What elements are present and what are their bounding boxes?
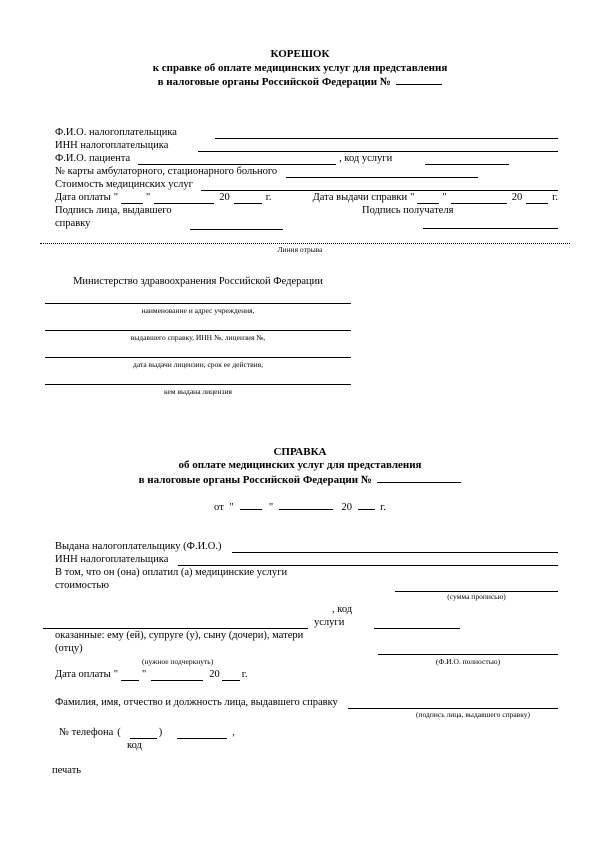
cert-rendered-line2: (отцу) [55,643,83,654]
cert-sign-caption-row [55,710,558,719]
stub-pay-year-suffix: г. [265,191,272,203]
stub-fio-taxpayer-row [55,126,558,139]
certificate-day-line [240,500,262,510]
stub-pay-month-line [154,192,214,204]
tear-off-label: Линия отрыва [277,244,323,254]
cert-pay-month-line [151,669,203,681]
certificate-subtitle-1: об оплате медицинских услуг для представления [178,459,422,471]
cert-sum-caption: (сумма прописью) [447,592,506,601]
cert-code-label: код [127,740,142,751]
paren-close: ) [158,727,163,738]
stub-dates-row [55,191,558,204]
cert-code-bottom: услуги [314,617,345,628]
stub-issuer-signature-block [55,204,305,230]
stub-inn-taxpayer-row [55,139,558,152]
paren-open: ( [117,727,121,738]
cert-code-short-line [374,617,460,629]
cert-sum-caption-row [55,592,558,601]
cert-cost-label: стоимостью [55,580,110,591]
tear-off-line [40,243,570,244]
certificate-subtitle-2-text: в налоговые органы Российской Федерации № [138,473,372,486]
license-date-caption: дата выдачи лицензии, срок ее действия, [45,357,351,369]
stub-pay-date-label: Дата оплаты [55,191,111,203]
cert-issuer-row [55,696,558,709]
ministry-title: Министерство здравоохранения Российской Федерации [73,275,323,287]
certificate-year-line [358,500,375,510]
certificate-form [52,540,558,777]
certificate-header [0,446,600,488]
stub-subtitle-2 [0,75,600,90]
stub-issue-year-line [526,192,548,204]
cert-pay-year-line [222,669,240,681]
quote-mark: " [268,502,274,513]
quote-mark: " [142,669,147,680]
cert-code-value-line [43,617,308,629]
cert-sum-line [395,580,558,592]
quote-mark: " [113,669,118,680]
cert-pay-year-prefix: 20 [209,669,220,680]
certificate-title: СПРАВКА [273,445,327,458]
quote-mark: " [410,191,415,203]
cert-issued-to-row [55,540,558,553]
cert-phone-code-line [130,727,157,739]
stub-cost-row [55,178,558,191]
cert-phone-label: № телефона [59,727,114,738]
stub-subtitle-2-text: в налоговые органы Российской Федерации № [157,76,391,88]
stub-fio-patient-line [138,153,336,165]
stub-issue-year-suffix: г. [552,191,558,203]
cert-inn-row [55,553,558,566]
certificate-month-line [279,500,333,510]
cert-code-row [43,616,558,629]
certificate-year-suffix: г. [380,502,386,513]
institution-name-caption: наименование и адрес учреждения, [45,303,351,315]
cert-inn-line [178,554,558,566]
certificate-date-row [0,500,600,514]
stub-card-line [286,166,478,178]
stub-form [55,126,558,230]
stub-pay-day-line [121,192,143,204]
stub-header [0,48,600,90]
stub-pay-year-prefix: 20 [219,191,230,203]
license-issuer-caption: кем выдана лицензия [45,384,351,396]
stub-fio-taxpayer-line [215,127,558,139]
certificate-year-prefix: 20 [341,502,352,513]
certificate-number-line [377,473,461,483]
institution-license-caption: выдавшего справку, ИНН №, лицензия №, [45,330,351,342]
ministry-block [45,275,351,396]
stub-cost-line [201,179,558,191]
cert-fio-line [378,643,558,655]
stub-recipient-sign-label: Подпись получателя [362,204,454,216]
stub-pay-year-line [234,192,262,204]
stub-issuer-sign-label-2: справку [55,217,91,229]
stub-issuer-sign-label-1: Подпись лица, выдавшего [55,204,172,216]
stub-card-label: № карты амбулаторного, стационарного больного [55,165,278,177]
stub-subtitle-1: к справке об оплате медицинских услуг для представления [152,61,448,74]
cert-issued-to-line [232,541,558,553]
cert-rendered-line1: оказанные: ему (ей), супруге (у), сыну (дочери), матери [55,630,304,641]
cert-cost-row [55,579,558,592]
cert-pay-date-label: Дата оплаты [55,669,111,680]
quote-mark: " [146,191,151,203]
cert-issuer-label: Фамилия, имя, отчество и должность лица, выдавшего справку [55,697,338,708]
certificate-from-label: от [214,502,224,513]
certificate-subtitle-2 [0,473,600,488]
stub-issue-date-label: Дата выдачи справки [312,191,408,203]
stub-card-row [55,165,558,178]
stub-signatures-row [55,204,558,230]
cert-phone-row [55,726,558,739]
stub-recipient-sign-line [423,217,558,229]
stub-fio-taxpayer-label: Ф.И.О. налогоплательщика [55,126,177,138]
cert-paid-text: В том, что он (она) оплатил (а) медицинские услуги [55,567,288,578]
cert-pay-day-line [121,669,139,681]
stub-title: КОРЕШОК [270,48,330,60]
stub-number-line [396,75,442,85]
cert-code-top: , код [332,604,353,615]
cert-fio-caption: (Ф.И.О. полностью) [435,657,501,666]
cert-issuer-sign-line [348,697,558,709]
stub-cost-label: Стоимость медицинских услуг [55,178,193,190]
cert-underline-note: (нужное подчеркнуть) [142,657,214,666]
comma: , [232,727,235,738]
stub-recipient-signature-block [305,204,558,229]
quote-mark: " [229,502,234,513]
stub-service-code-line [425,153,509,165]
stub-inn-taxpayer-label: ИНН налогоплательщика [55,139,169,151]
cert-sign-caption: (подпись лица, выдавшего справку) [416,710,530,719]
stub-issue-day-line [417,192,439,204]
stub-fio-patient-row [55,152,558,165]
cert-captions-row [55,657,558,666]
quote-mark: " [442,191,447,203]
cert-inn-label: ИНН налогоплательщика [55,554,169,565]
stub-issue-year-prefix: 20 [511,191,523,203]
cert-pay-date-row [55,668,558,681]
quote-mark: " [113,191,118,203]
stub-service-code-label: , код услуги [339,152,393,164]
stub-issue-month-line [451,192,507,204]
stub-issuer-sign-line [190,218,283,230]
cert-issued-to-label: Выдана налогоплательщику (Ф.И.О.) [55,541,222,552]
stub-inn-taxpayer-line [198,140,558,152]
cert-seal-label: печать [52,765,82,776]
stub-fio-patient-label: Ф.И.О. пациента [55,152,131,164]
cert-pay-year-suffix: г. [241,669,248,680]
cert-phone-number-line [177,727,227,739]
cert-rendered-line2-row [55,642,558,655]
